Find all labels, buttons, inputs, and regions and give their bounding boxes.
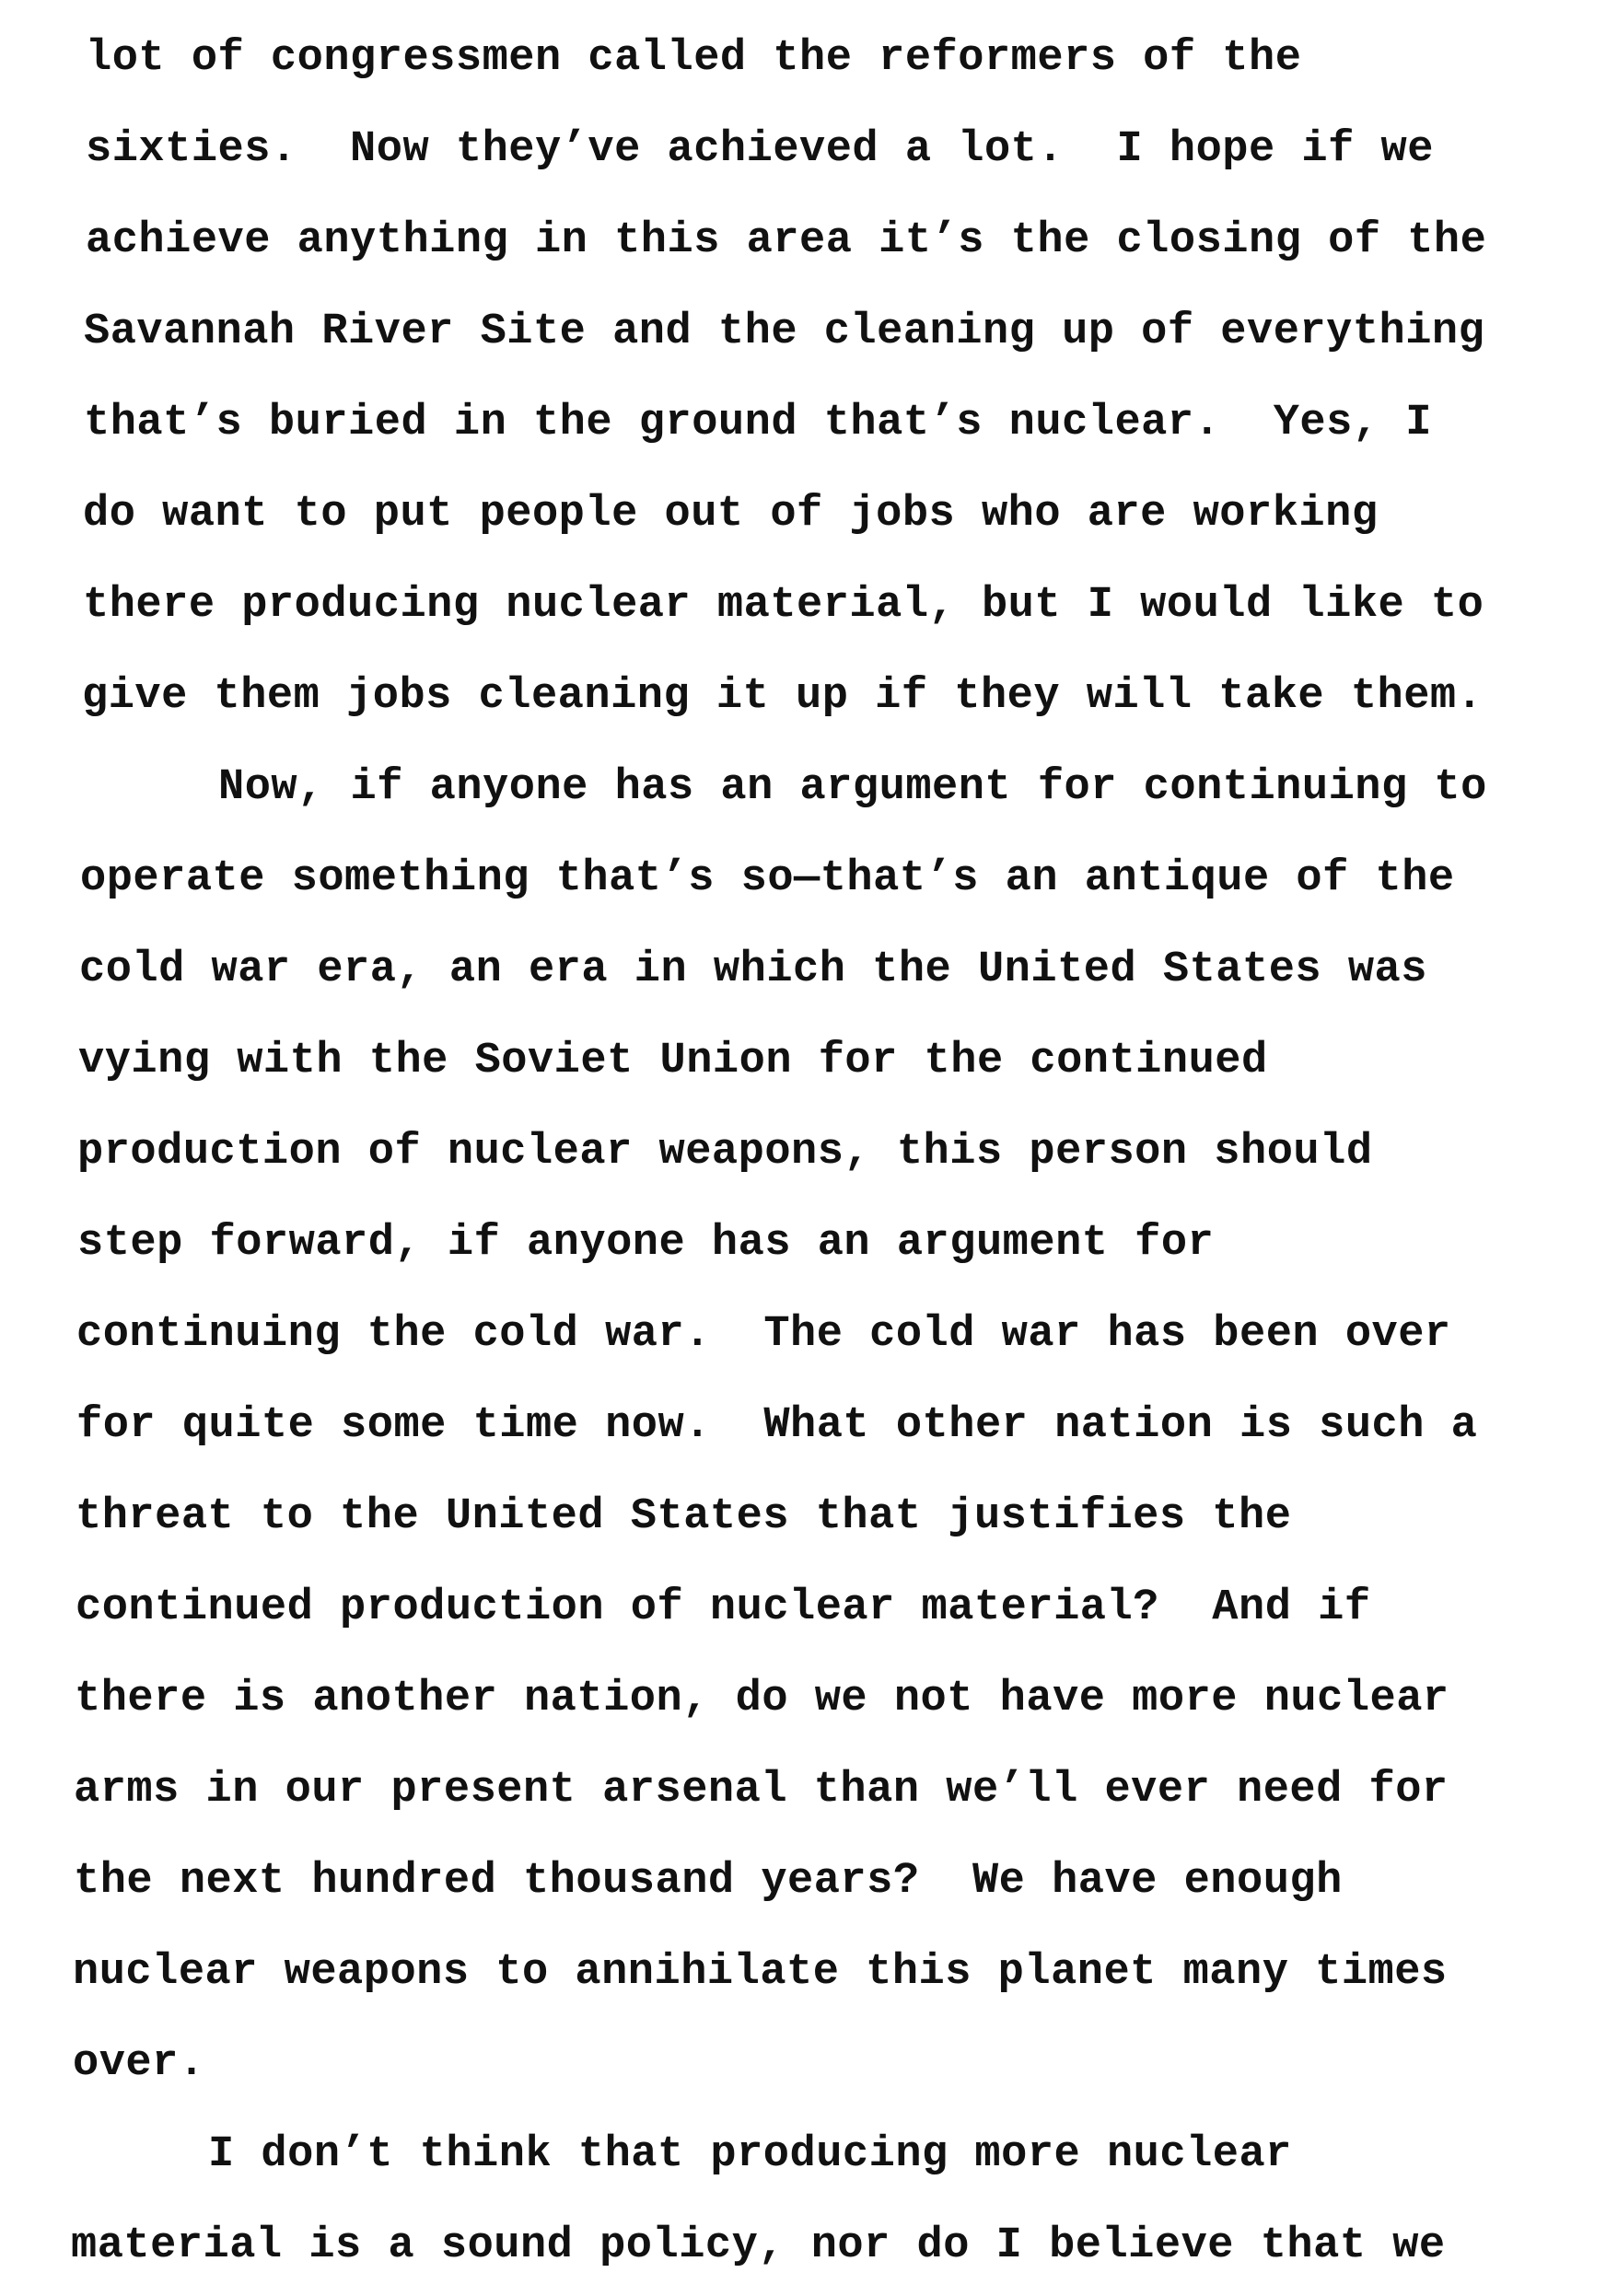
text-line: there is another nation, do we not have more nuclear (75, 1675, 1449, 1723)
text-line: achieve anything in this area it’s the closing of the (86, 216, 1487, 265)
text-line: over. (73, 2039, 205, 2088)
text-line: give them jobs cleaning it up if they will take them. (82, 672, 1484, 721)
text-line: threat to the United States that justifies the (76, 1492, 1292, 1541)
text-line: vying with the Soviet Union for the continued (78, 1037, 1268, 1085)
text-line: lot of congressmen called the reformers of the (86, 34, 1302, 83)
text-line: operate something that’s so—that’s an antique of the (80, 854, 1455, 903)
text-line: nuclear weapons to annihilate this planet many times (73, 1948, 1448, 1997)
text-line: cold war era, an era in which the United States was (79, 945, 1427, 994)
text-line: that’s buried in the ground that’s nuclear. Yes, I (84, 399, 1432, 447)
text-line: production of nuclear weapons, this person should (77, 1128, 1373, 1177)
text-line: step forward, if anyone has an argument for (77, 1219, 1215, 1268)
text-line: Now, if anyone has an argument for continuing to (218, 763, 1487, 812)
text-line: do want to put people out of jobs who are working (83, 490, 1379, 539)
text-line: the next hundred thousand years? We have enough (74, 1857, 1343, 1906)
text-line: continued production of nuclear material? And if (76, 1583, 1371, 1632)
text-line: continuing the cold war. The cold war has been over (76, 1310, 1451, 1359)
text-line: sixties. Now they’ve achieved a lot. I hope if we (86, 125, 1434, 174)
text-line: Savannah River Site and the cleaning up of everything (84, 307, 1485, 356)
text-line: I don’t think that producing more nuclear (208, 2130, 1292, 2179)
text-line: material is a sound policy, nor do I believe that we (71, 2221, 1446, 2270)
text-line: for quite some time now. What other nation is such a (76, 1401, 1478, 1450)
text-line: there producing nuclear material, but I would like to (83, 581, 1484, 630)
text-line: arms in our present arsenal than we’ll ever need for (74, 1766, 1449, 1815)
